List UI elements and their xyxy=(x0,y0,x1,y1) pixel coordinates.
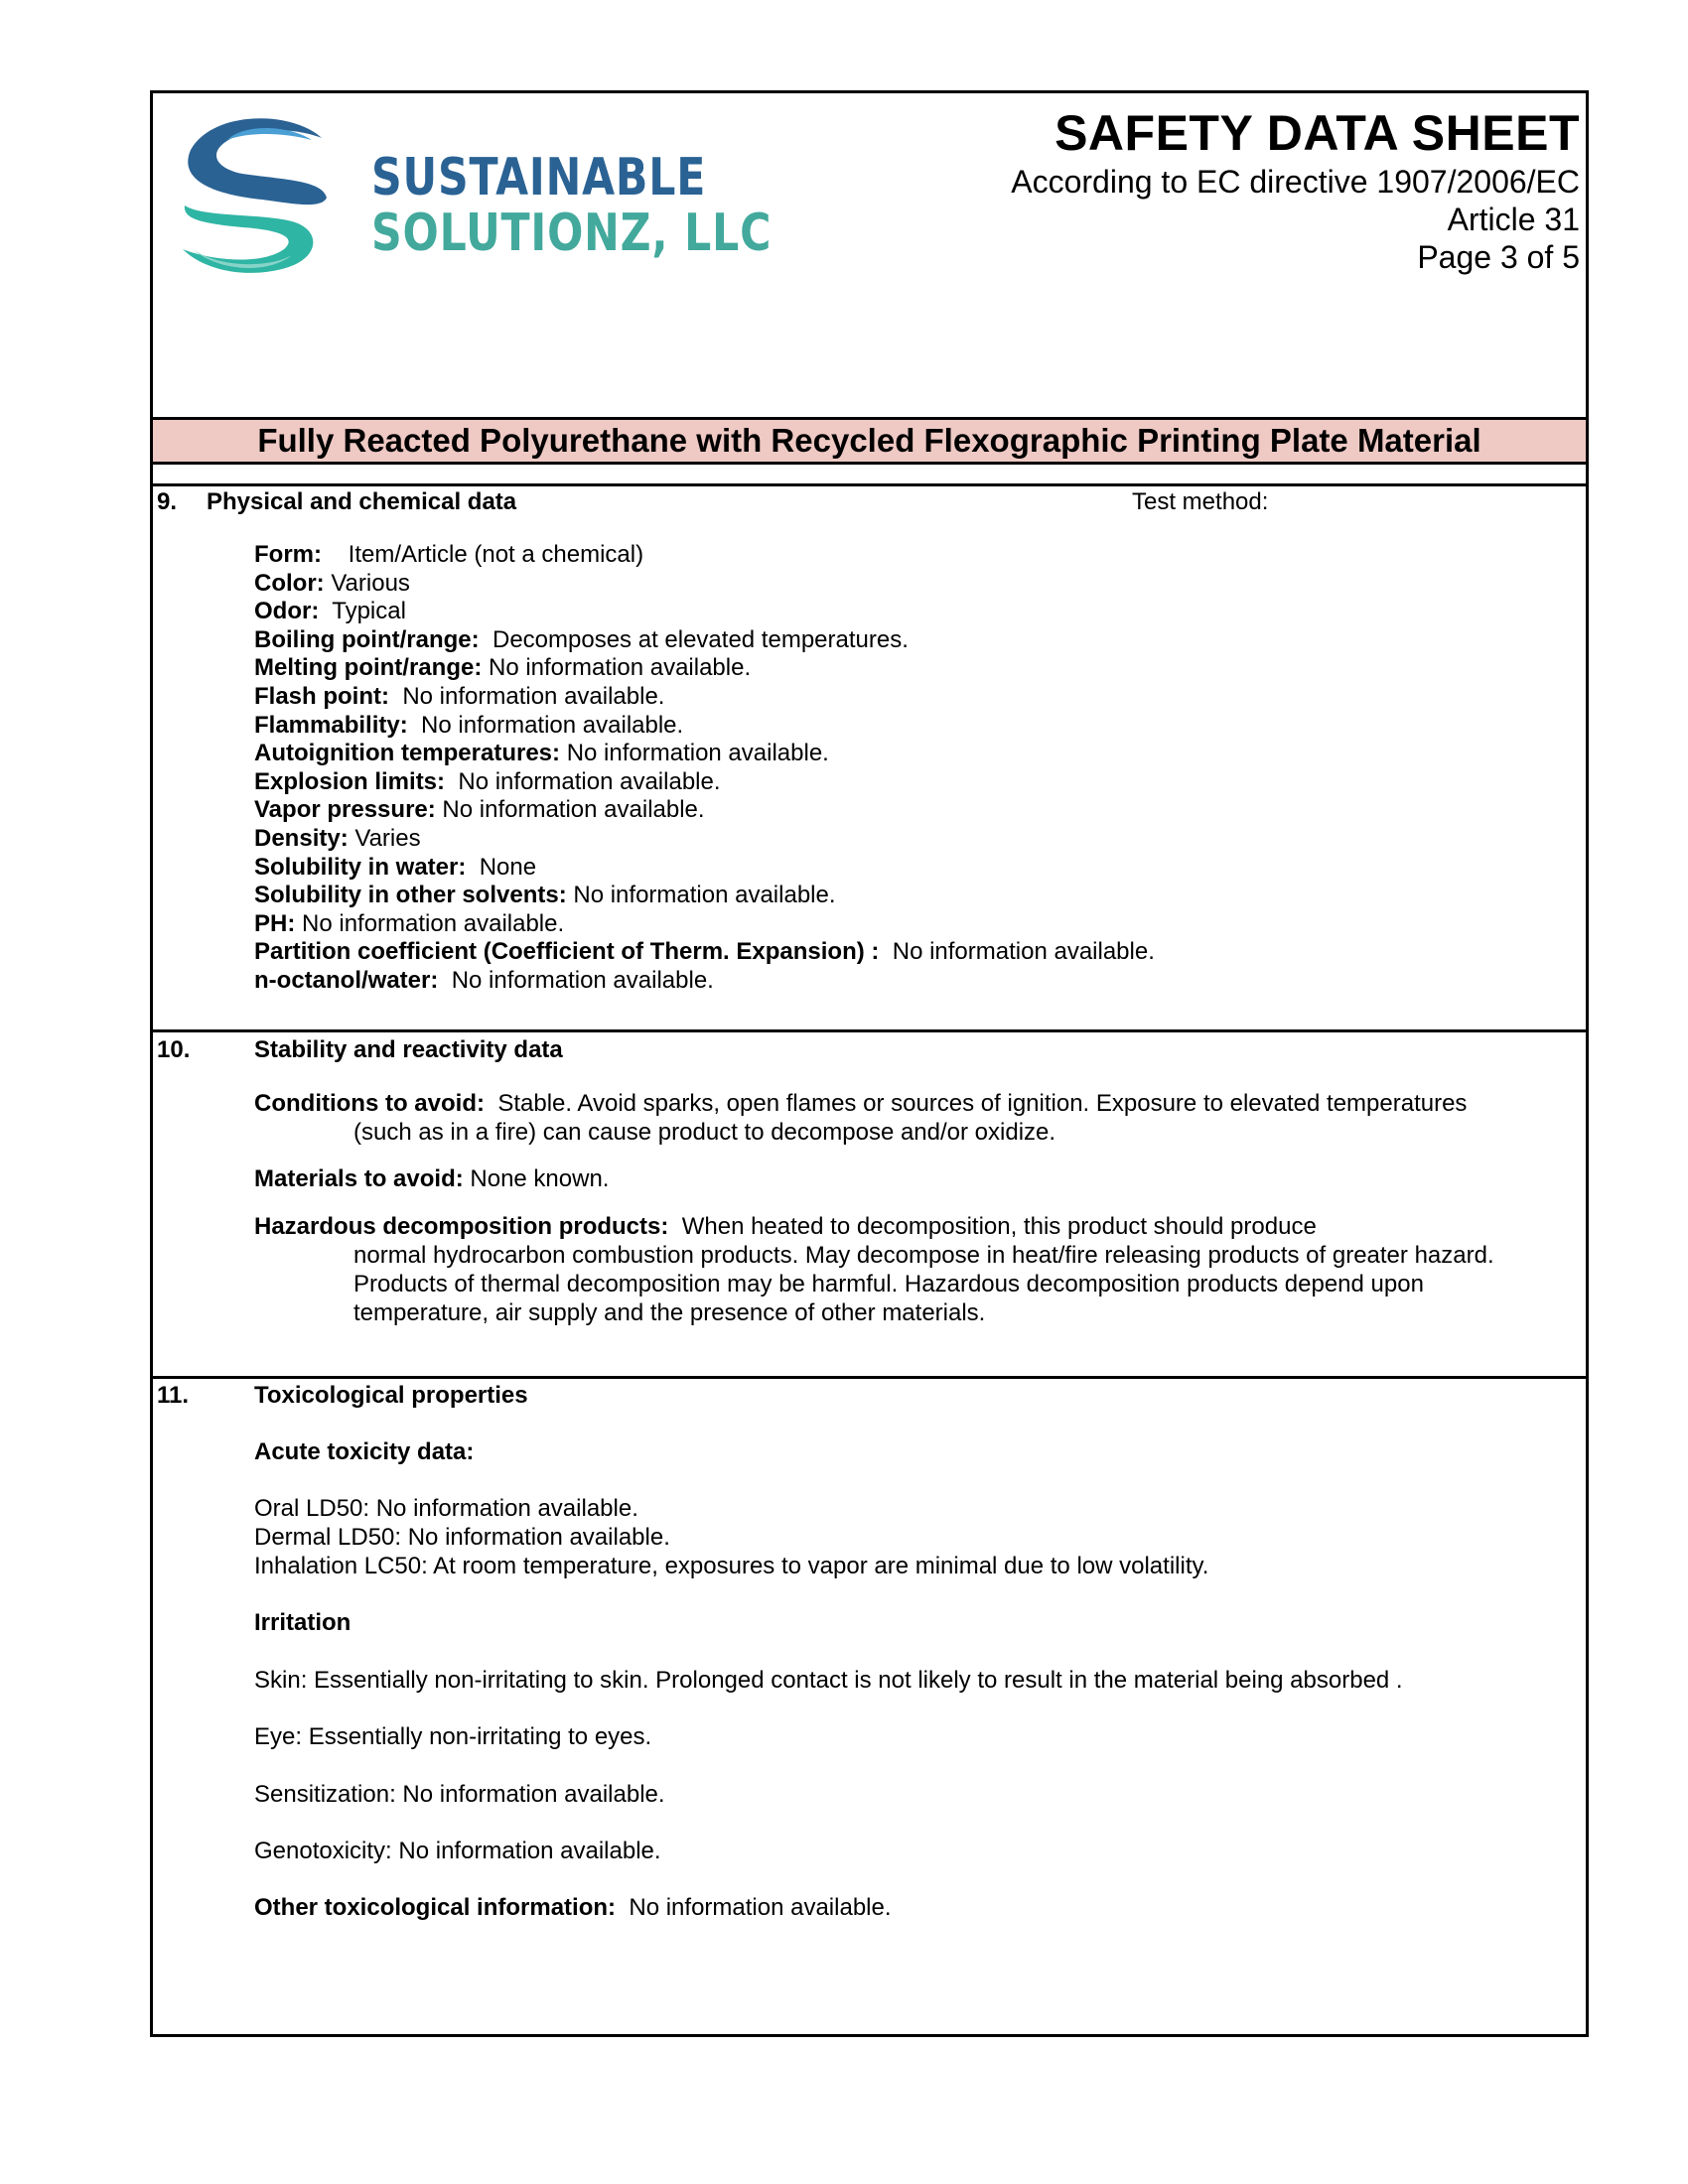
skin-irritation: Skin: Essentially non-irritating to skin. Prolonged contact is not likely to result in the material being absorbed . xyxy=(254,1667,1403,1694)
property-flammability: Flammability: No information available. xyxy=(254,711,684,739)
directive-text: According to EC directive 1907/2006/EC xyxy=(1011,164,1580,200)
sensitization: Sensitization: No information available. xyxy=(254,1781,665,1808)
conditions-to-avoid: Conditions to avoid: Stable. Avoid sparks, open flames or sources of ignition. Exposure to elevated temperatures (such as in a fire) can cause product to decompose and/or oxidize. xyxy=(254,1090,1468,1146)
oral-ld50: Oral LD50: No information available. xyxy=(254,1495,638,1522)
article-text: Article 31 xyxy=(1447,202,1580,237)
page-number: Page 3 of 5 xyxy=(1417,239,1580,275)
section-11-title: Toxicological properties xyxy=(254,1382,528,1409)
document-header xyxy=(1011,103,1580,276)
hazardous-decomposition: Hazardous decomposition products: When heated to decomposition, this product should produce normal hydrocarbon combustion products. May decompose in heat/fire releasing products of greater hazard. Products of thermal decomposition may be harmful. Hazardous decomposition products depend upon temperature, air supply and the presence of other materials. xyxy=(254,1213,1494,1326)
property-color: Color: Various xyxy=(254,569,410,597)
property-partition-coefficient: Partition coefficient (Coefficient of Therm. Expansion) : No information available. xyxy=(254,938,1155,966)
materials-to-avoid: Materials to avoid: None known. xyxy=(254,1165,610,1192)
divider xyxy=(153,483,1586,486)
property-ph: PH: No information available. xyxy=(254,909,565,937)
property-form: Form: Item/Article (not a chemical) xyxy=(254,541,644,568)
section-divider xyxy=(153,1376,1586,1379)
document-frame xyxy=(150,90,1589,2037)
section-divider xyxy=(153,1029,1586,1032)
property-solubility-solvents: Solubility in other solvents: No information available. xyxy=(254,882,836,909)
property-flash-point: Flash point: No information available. xyxy=(254,683,665,710)
property-density: Density: Varies xyxy=(254,825,421,852)
inhalation-lc50: Inhalation LC50: At room temperature, exposures to vapor are minimal due to low volatility. xyxy=(254,1553,1209,1579)
property-vapor-pressure: Vapor pressure: No information available. xyxy=(254,796,705,824)
genotoxicity: Genotoxicity: No information available. xyxy=(254,1838,661,1864)
property-melting-point: Melting point/range: No information available. xyxy=(254,654,752,682)
section-11-number: 11. xyxy=(157,1382,190,1409)
section-10-number: 10. xyxy=(157,1036,191,1063)
company-name-line1: SUSTAINABLE xyxy=(371,148,707,207)
acute-toxicity-heading: Acute toxicity data: xyxy=(254,1438,475,1465)
company-name xyxy=(371,150,860,261)
document-title: SAFETY DATA SHEET xyxy=(1055,105,1580,161)
section-9-title: Physical and chemical data xyxy=(207,488,517,515)
dermal-ld50: Dermal LD50: No information available. xyxy=(254,1524,670,1551)
property-boiling-point: Boiling point/range: Decomposes at elevated temperatures. xyxy=(254,625,909,653)
property-autoignition: Autoignition temperatures: No information available. xyxy=(254,740,829,767)
product-banner: Fully Reacted Polyurethane with Recycled Flexographic Printing Plate Material xyxy=(153,417,1586,465)
company-logo xyxy=(173,110,773,269)
property-solubility-water: Solubility in water: None xyxy=(254,853,537,881)
section-10-title: Stability and reactivity data xyxy=(254,1036,563,1063)
property-odor: Odor: Typical xyxy=(254,598,406,625)
irritation-heading: Irritation xyxy=(254,1609,352,1636)
s-wave-logo-icon xyxy=(173,110,342,279)
test-method-label: Test method: xyxy=(1132,488,1269,515)
property-n-octanol-water: n-octanol/water: No information available. xyxy=(254,967,714,994)
eye-irritation: Eye: Essentially non-irritating to eyes. xyxy=(254,1723,652,1750)
property-explosion-limits: Explosion limits: No information available. xyxy=(254,767,721,795)
company-name-line2: SOLUTIONZ, LLC xyxy=(371,204,773,263)
section-9-number: 9. xyxy=(157,488,178,515)
other-toxicological-information: Other toxicological information: No information available. xyxy=(254,1894,892,1921)
